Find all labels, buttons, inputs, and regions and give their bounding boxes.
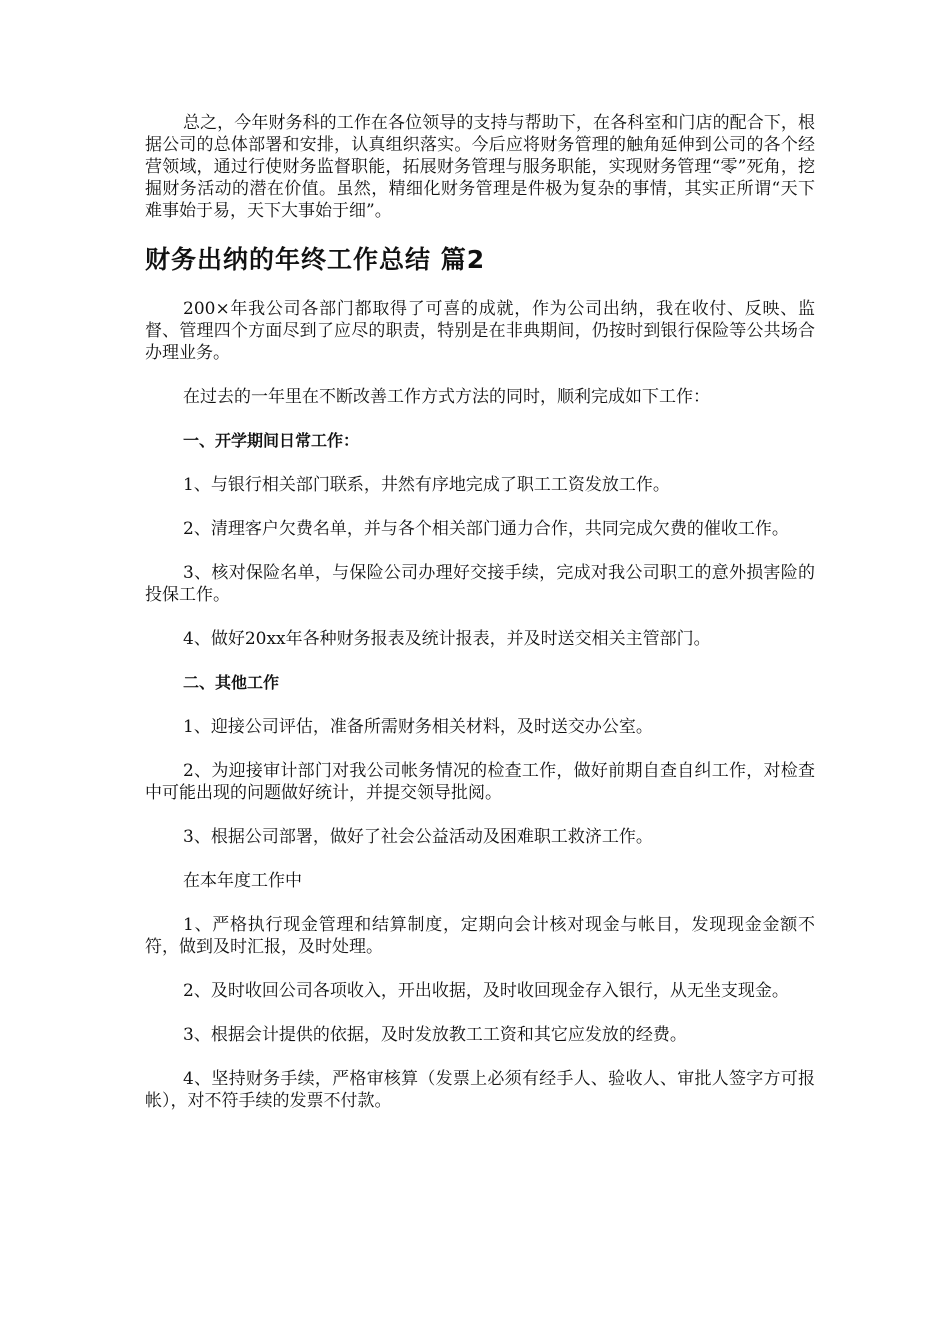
list-item: 3、根据会计提供的依据，及时发放教工工资和其它应发放的经费。 (183, 1025, 687, 1045)
section-title: 财务出纳的年终工作总结 篇2 (145, 245, 486, 274)
list-item: 3、根据公司部署，做好了社会公益活动及困难职工救济工作。 (183, 827, 653, 847)
list-item: 4、做好20xx年各种财务报表及统计报表，并及时送交相关主管部门。 (183, 629, 711, 649)
list-item: 1、与银行相关部门联系，井然有序地完成了职工工资发放工作。 (183, 475, 670, 495)
document-page (145, 112, 815, 1134)
section3-intro: 在本年度工作中 (183, 871, 302, 891)
intro-paragraph: 总之，今年财务科的工作在各位领导的支持与帮助下，在各科室和门店的配合下，根据公司的总体部署和安排，认真组织落实。今后应将财务管理的触角延伸到公司的各个经营领域，通过行使财务监督职能，拓展财务管理与服务职能，实现财务管理“零”死角，挖掘财务活动的潜在价值。虽然，精细化财务管理是件极为复杂的事情，其实正所谓“天下难事始于易，天下大事始于细”。 (145, 113, 815, 221)
section1-heading: 一、开学期间日常工作： (183, 431, 360, 450)
list-item: 1、迎接公司评估，准备所需财务相关材料，及时送交办公室。 (183, 717, 653, 737)
paragraph-2: 在过去的一年里在不断改善工作方式方法的同时，顺利完成如下工作： (183, 387, 710, 407)
list-item: 3、核对保险名单，与保险公司办理好交接手续，完成对我公司职工的意外损害险的投保工作。 (145, 563, 815, 605)
list-item: 2、及时收回公司各项收入，开出收据，及时收回现金存入银行，从无坐支现金。 (183, 981, 789, 1001)
list-item: 4、坚持财务手续，严格审核算（发票上必须有经手人、验收人、审批人签字方可报帐），对不符手续的发票不付款。 (145, 1069, 815, 1111)
list-item: 1、严格执行现金管理和结算制度，定期向会计核对现金与帐目，发现现金金额不符，做到及时汇报，及时处理。 (145, 915, 815, 957)
list-item: 2、为迎接审计部门对我公司帐务情况的检查工作，做好前期自查自纠工作，对检查中可能出现的问题做好统计，并提交领导批阅。 (145, 761, 815, 803)
section2-heading: 二、其他工作 (183, 673, 280, 692)
paragraph-1: 200×年我公司各部门都取得了可喜的成就，作为公司出纳，我在收付、反映、监督、管理四个方面尽到了应尽的职责，特别是在非典期间，仍按时到银行保险等公共场合办理业务。 (145, 299, 815, 363)
list-item: 2、清理客户欠费名单，并与各个相关部门通力合作，共同完成欠费的催收工作。 (183, 519, 789, 539)
